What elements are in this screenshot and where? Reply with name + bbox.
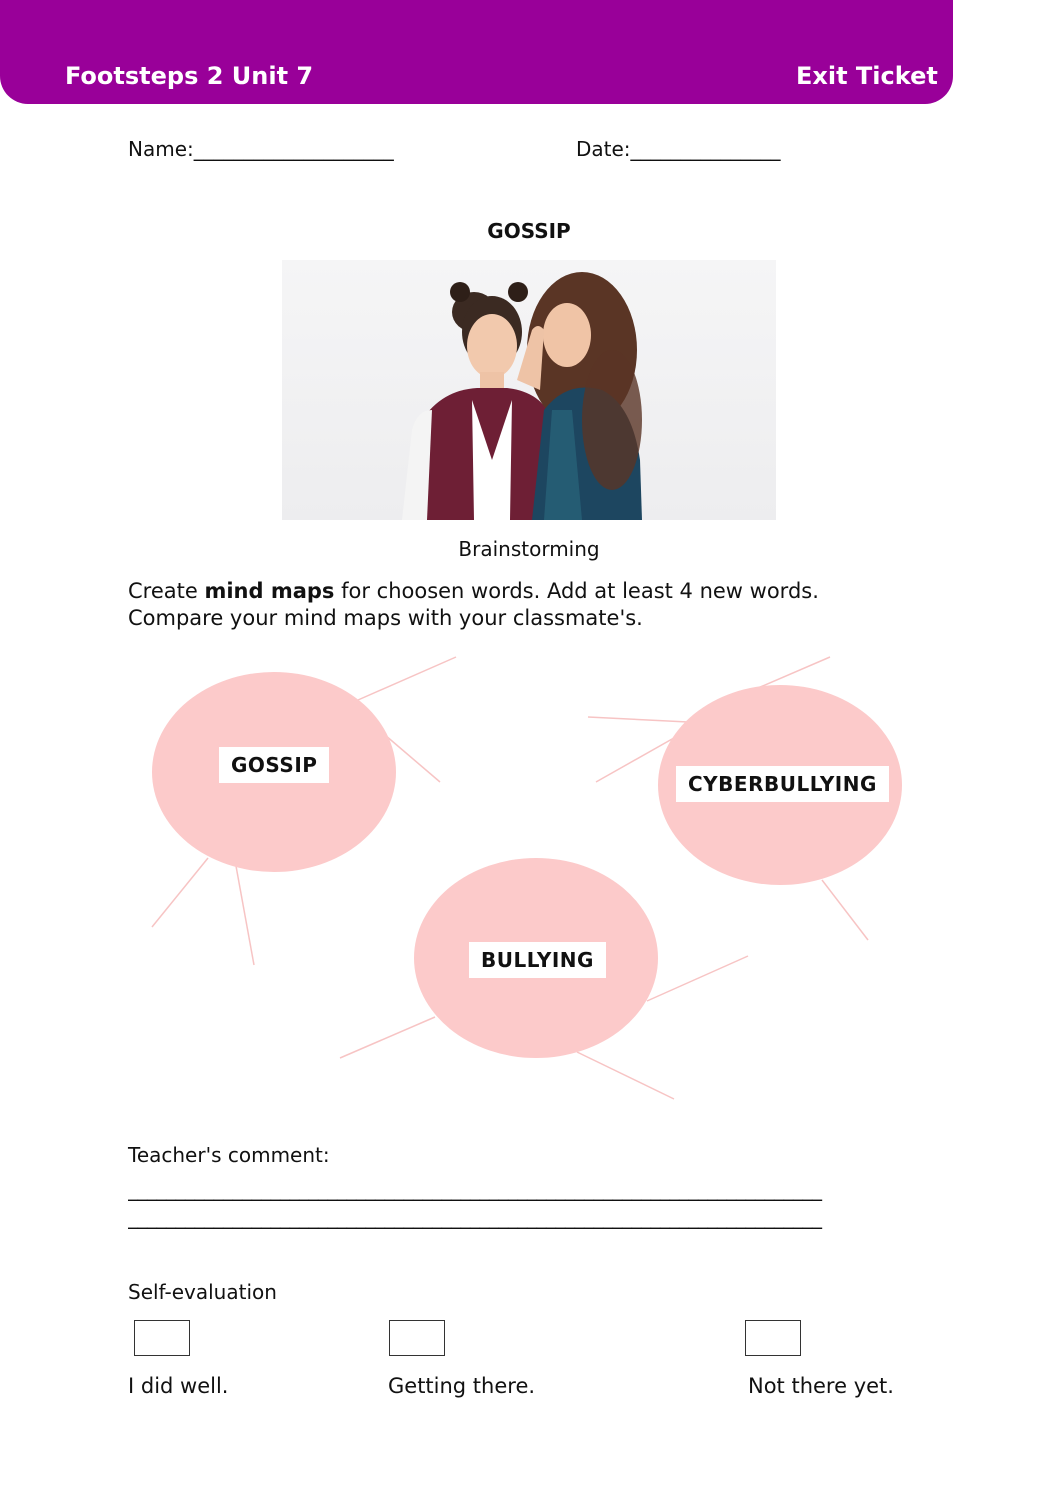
date-field[interactable]: Date:_______________: [576, 137, 781, 161]
mind-map-word-bullying[interactable]: BULLYING: [469, 942, 606, 978]
page-title: GOSSIP: [487, 219, 571, 243]
instruction-bold: mind maps: [204, 579, 335, 603]
header-exit-ticket: Exit Ticket: [796, 62, 938, 90]
mind-map-word-cyberbullying[interactable]: CYBERBULLYING: [676, 766, 889, 802]
instruction-post: for choosen words. Add at least 4 new words.: [334, 579, 819, 603]
instruction-pre: Create: [128, 579, 205, 603]
option-not-there-yet: Not there yet.: [748, 1374, 894, 1398]
checkbox-getting-there[interactable]: [389, 1320, 445, 1356]
instructions: [128, 578, 948, 632]
teacher-comment-label: Teacher's comment:: [128, 1143, 330, 1167]
mind-map-area: [0, 640, 1058, 1120]
mind-map-word-gossip[interactable]: GOSSIP: [219, 747, 329, 783]
option-getting-there: Getting there.: [388, 1374, 536, 1398]
two-girls-whispering-photo: [282, 260, 776, 520]
caption-brainstorming: Brainstorming: [458, 537, 600, 561]
instruction-line-2: Compare your mind maps with your classmate's.: [128, 606, 643, 630]
self-evaluation-label: Self-evaluation: [128, 1280, 277, 1304]
option-did-well: I did well.: [128, 1374, 229, 1398]
header-title: Footsteps 2 Unit 7: [65, 62, 314, 90]
name-field[interactable]: Name:____________________: [128, 137, 394, 161]
checkbox-not-there-yet[interactable]: [745, 1320, 801, 1356]
teacher-comment-line-1[interactable]: _________________________________________________________________________: [128, 1177, 822, 1201]
teacher-comment-line-2[interactable]: _________________________________________________________________________: [128, 1205, 822, 1229]
instruction-line-1: [128, 578, 948, 605]
checkbox-did-well[interactable]: [134, 1320, 190, 1356]
